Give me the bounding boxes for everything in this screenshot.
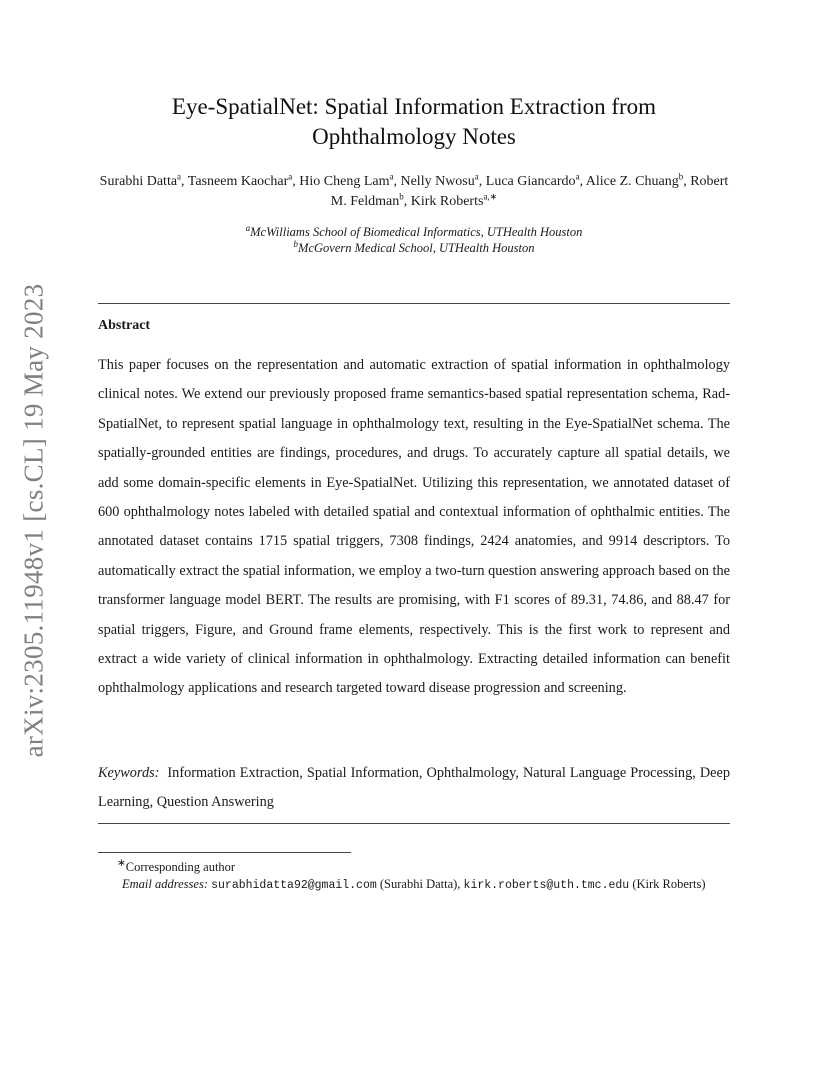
author-list: Surabhi Datta$^a$, Tasneem Kaochar$^a$, Hio Cheng Lam$^a$, Nelly Nwosu$^a$, Luca Giancardo$^a$, Alice Z. Chuang$^b$, Robert M. Feldman$^b$, Kirk Roberts$^{a,∗}$ bbox=[99, 171, 729, 209]
email-label: Email addresses: bbox=[122, 877, 208, 892]
affiliation: $^a$McWilliams School of Biomedical Informatics, UTHealth Houston bbox=[245, 222, 583, 239]
author: Luca Giancardo$^a$ bbox=[485, 171, 580, 189]
arxiv-stamp bbox=[14, 280, 54, 760]
author: Nelly Nwosu$^a$ bbox=[400, 171, 479, 189]
author: Alice Z. Chuang$^b$ bbox=[585, 171, 684, 189]
email-link[interactable]: kirk.roberts@uth.tmc.edu bbox=[463, 879, 630, 893]
affiliation: $^b$McGovern Medical School, UTHealth Houston bbox=[293, 238, 535, 255]
author: Tasneem Kaochar$^a$ bbox=[187, 171, 293, 189]
author: Hio Cheng Lam$^a$ bbox=[299, 171, 394, 189]
keywords bbox=[98, 759, 730, 817]
email-link[interactable]: surabhidatta92@gmail.com bbox=[211, 879, 377, 893]
footnote-rule bbox=[98, 852, 351, 853]
email-addresses: Email addresses: surabhidatta92@gmail.com (Surabhi Datta), kirk.roberts@uth.tmc.edu (Kirk Roberts) bbox=[122, 877, 706, 893]
email-owner: (Surabhi Datta) bbox=[379, 877, 458, 892]
abstract-heading: Abstract bbox=[98, 318, 151, 333]
abstract-text: This paper focuses on the representation and automatic extraction of spatial information in ophthalmology clinical notes. We extend our previously proposed frame semantics-based spatial representation schema, Rad-SpatialNet, to represent spatial language in ophthalmology text, resulting in the Eye-SpatialNet schema. The spatially-grounded entities are findings, procedures, and drugs. To accurately capture all spatial details, we add some domain-specific elements in Eye-SpatialNet. Utilizing this representation, we annotated dataset of 600 ophthalmology notes labeled with detailed spatial and contextual information of ophthalmic entities. The annotated dataset contains 1715 spatial triggers, 7308 findings, 2424 anatomies, and 9914 descriptors. To automatically extract the spatial information, we employ a two-turn question answering approach based on the transformer language model BERT. The results are promising, with F1 scores of 89.31, 74.86, and 88.47 for spatial triggers, Figure, and Ground frame elements, respectively. This is the first work to represent and extract a wide variety of clinical information in ophthalmology. Extracting detailed information can benefit ophthalmology applications and research targeted toward disease progression and screening. bbox=[98, 357, 730, 697]
paper-title: Eye-SpatialNet: Spatial Information Extraction from Ophthalmology Notes bbox=[171, 94, 657, 149]
author: Kirk Roberts$^{a,∗}$ bbox=[410, 191, 498, 209]
author: Surabhi Datta$^a$ bbox=[99, 171, 182, 189]
corresponding-author-note: ∗Corresponding author bbox=[117, 858, 236, 875]
keywords-text: Information Extraction, Spatial Information, Ophthalmology, Natural Language Processing, Deep Learning, Question Answering bbox=[98, 765, 730, 810]
email-owner: (Kirk Roberts) bbox=[632, 877, 706, 892]
top-rule bbox=[98, 303, 730, 304]
author: Robert M. Feldman$^b$ bbox=[330, 174, 729, 209]
affiliations bbox=[98, 224, 730, 256]
arxiv-id: arXiv:2305.11948v1 [cs.CL] 19 May 2023 bbox=[18, 283, 49, 757]
footnotes bbox=[98, 855, 730, 894]
keywords-label: Keywords: bbox=[98, 765, 160, 781]
bottom-rule bbox=[98, 823, 730, 824]
